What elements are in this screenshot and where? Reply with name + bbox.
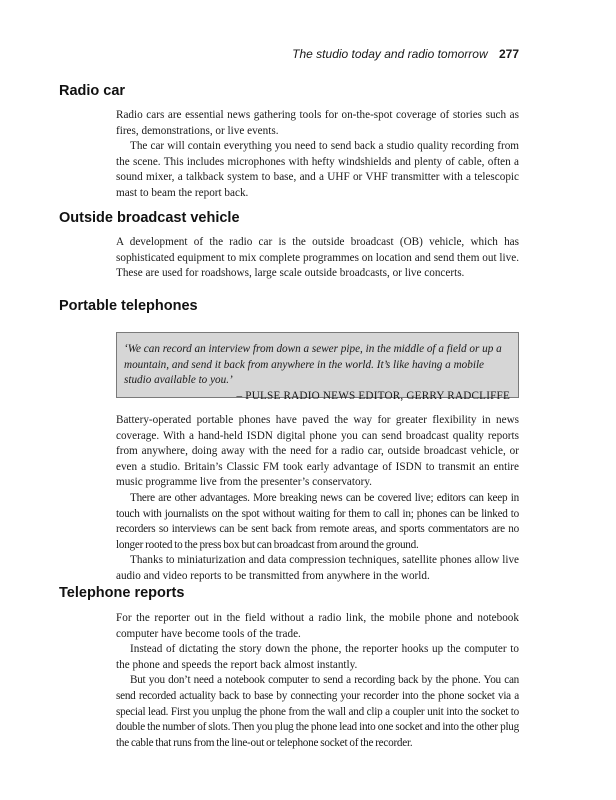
- heading-radio-car: Radio car: [59, 83, 126, 99]
- paragraph: Battery-operated portable phones have paved the way for greater flexibility in news coverage. With a hand-held ISDN digital phone you can send broadcast quality reports from anywhere, doing away with the need for a radio car, outside broadcast vehicle, or even a studio. Britain’s Classic FM took early advantage of ISDN to transmit an entire music programme live from the presenter’s conservatory.: [116, 414, 519, 489]
- page-number: 277: [498, 47, 519, 61]
- paragraph: Instead of dictating the story down the phone, the reporter hooks up the computer to the phone and speeds the report back almost instantly.: [116, 643, 519, 671]
- section-radio-car-body: [116, 108, 519, 202]
- paragraph: Thanks to miniaturization and data compression techniques, satellite phones allow live audio and video reports to be transmitted from anywhere in the world.: [116, 554, 519, 582]
- pull-quote-box: [116, 332, 519, 402]
- paragraph: For the reporter out in the field without a radio link, the mobile phone and notebook computer have become tools of the trade.: [116, 612, 519, 640]
- heading-outside-broadcast-vehicle: Outside broadcast vehicle: [59, 210, 240, 226]
- heading-telephone-reports: Telephone reports: [59, 585, 185, 601]
- section-telephone-reports-body: [116, 611, 519, 751]
- paragraph: But you don’t need a notebook computer to send a recording back by the phone. You can send recorded actuality back to base by connecting your recorder into the phone socket via a special lead. First you unplug the phone from the wall and clip a coupler unit into the socket to double the number of slots. Then you plug the phone lead into one socket and into the other plug the cable that runs from the line-out or telephone socket of the recorder.: [116, 674, 519, 749]
- pull-quote-text: ‘We can record an interview from down a sewer pipe, in the middle of a field or up a mountain, and send it back from anywhere in the world. It’s like having a mobile studio available to you.’: [124, 343, 502, 387]
- running-head-title: The studio today and radio tomorrow: [292, 47, 488, 61]
- heading-portable-telephones: Portable telephones: [59, 298, 198, 314]
- paragraph: The car will contain everything you need to send back a studio quality recording from the scene. This includes microphones with hefty windshields and plenty of cable, often a sound mixer, a talkback system to base, and a UHF or VHF transmitter with a telescopic mast to beam the report back.: [116, 140, 519, 199]
- paragraph: Radio cars are essential news gathering tools for on-the-spot coverage of stories such as fires, demonstrations, or live events.: [116, 109, 519, 137]
- section-ob-vehicle-body: [116, 235, 519, 282]
- pull-quote-attribution: – PULSE RADIO NEWS EDITOR, GERRY RADCLIFFE: [236, 389, 510, 402]
- paragraph: A development of the radio car is the outside broadcast (OB) vehicle, which has sophisticated equipment to mix complete programmes on location and send them out live. These are used for roadshows, large scale outside broadcasts, or live concerts.: [116, 236, 519, 280]
- section-portable-telephones-body: [116, 413, 519, 585]
- paragraph: There are other advantages. More breaking news can be covered live; editors can keep in touch with journalists on the spot without waiting for them to call in; phones can be linked to recorders so interviews can be sent back from remote areas, and sports commentators are no longer rooted to the press box but can broadcast from around the ground.: [116, 491, 519, 551]
- running-head: [292, 47, 519, 61]
